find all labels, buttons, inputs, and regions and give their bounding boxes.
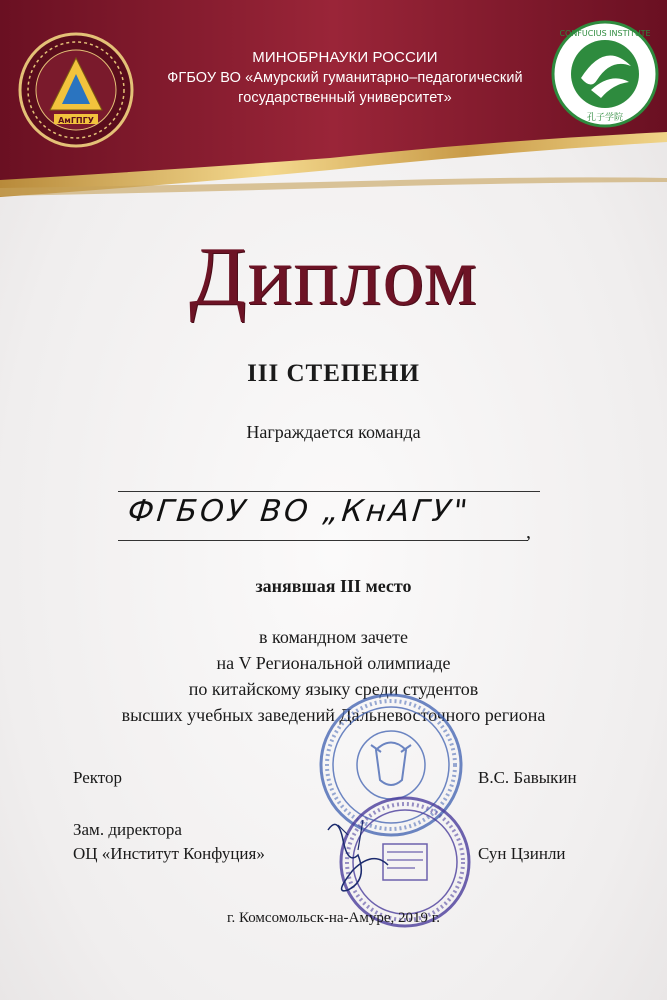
team-line-comma: , <box>526 521 531 543</box>
description-line-1: в командном зачете <box>259 627 408 647</box>
team-line-top <box>118 491 540 492</box>
university-name-line2: государственный университет» <box>238 90 452 106</box>
svg-text:CONFUCIUS INSTITUTE: CONFUCIUS INSTITUTE <box>559 29 651 38</box>
awarded-text: Награждается команда <box>246 422 421 442</box>
deputy-title-line2: ОЦ «Институт Конфуция» <box>73 844 265 863</box>
deputy-title <box>73 818 265 866</box>
city-and-year: г. Комсомольск-на-Амуре, 2019 г. <box>227 910 440 926</box>
organization-block <box>150 48 540 108</box>
description-line-4: высших учебных заведений Дальневосточного региона <box>121 705 546 725</box>
ministry-name: МИНОБРНАУКИ РОССИИ <box>252 49 438 66</box>
deputy-title-line1: Зам. директора <box>73 820 182 839</box>
university-logo <box>18 32 134 148</box>
svg-text:АмГПГУ: АмГПГУ <box>58 116 94 125</box>
description-line-2: на V Региональной олимпиаде <box>216 653 451 673</box>
team-name-handwritten: ФГБОУ ВО „КнАГУ" <box>126 494 472 529</box>
diploma-title: Диплом <box>189 230 478 323</box>
rector-name: В.С. Бавыкин <box>478 768 577 787</box>
place-text: занявшая III место <box>255 576 412 596</box>
confucius-institute-logo <box>551 20 659 128</box>
university-name-line1: ФГБОУ ВО «Амурский гуманитарно–педагогический <box>167 70 523 86</box>
team-line-bottom <box>118 540 528 541</box>
deputy-name: Сун Цзинли <box>478 844 566 863</box>
diploma-degree: III СТЕПЕНИ <box>247 360 420 387</box>
svg-text:孔子学院: 孔子学院 <box>586 113 624 123</box>
handwritten-signature <box>318 810 398 900</box>
rector-title: Ректор <box>73 768 123 787</box>
description-line-3: по китайскому языку среди студентов <box>188 679 479 699</box>
